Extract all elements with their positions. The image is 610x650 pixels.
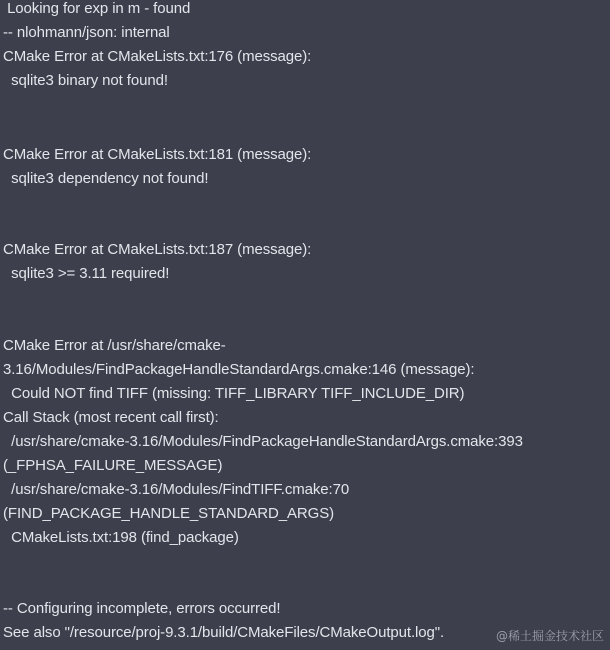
error-line: 3.16/Modules/FindPackageHandleStandardArgs.cmake:146 (message):	[3, 361, 475, 378]
log-line: -- nlohmann/json: internal	[3, 24, 170, 41]
log-path-line: See also "/resource/proj-9.3.1/build/CMakeFiles/CMakeOutput.log".	[3, 624, 445, 641]
error-detail-line: sqlite3 binary not found!	[3, 72, 168, 89]
error-detail-line: sqlite3 >= 3.11 required!	[3, 265, 170, 282]
watermark: @稀土掘金技术社区	[495, 629, 604, 643]
error-line: CMake Error at CMakeLists.txt:176 (message):	[3, 48, 312, 65]
log-line: Looking for exp in m - found	[3, 0, 191, 17]
error-detail-line: Could NOT find TIFF (missing: TIFF_LIBRARY TIFF_INCLUDE_DIR)	[3, 385, 465, 402]
call-stack-line: /usr/share/cmake-3.16/Modules/FindTIFF.cmake:70	[3, 481, 350, 498]
call-stack-line: (_FPHSA_FAILURE_MESSAGE)	[3, 457, 223, 474]
call-stack-line: (FIND_PACKAGE_HANDLE_STANDARD_ARGS)	[3, 505, 335, 522]
call-stack-header: Call Stack (most recent call first):	[3, 409, 219, 426]
call-stack-line: CMakeLists.txt:198 (find_package)	[3, 529, 239, 546]
error-detail-line: sqlite3 dependency not found!	[3, 170, 209, 187]
status-line: -- Configuring incomplete, errors occurred!	[3, 600, 281, 617]
call-stack-line: /usr/share/cmake-3.16/Modules/FindPackageHandleStandardArgs.cmake:393	[3, 433, 523, 450]
error-line: CMake Error at CMakeLists.txt:187 (message):	[3, 241, 312, 258]
error-line: CMake Error at CMakeLists.txt:181 (message):	[3, 146, 312, 163]
error-line: CMake Error at /usr/share/cmake-	[3, 337, 226, 354]
